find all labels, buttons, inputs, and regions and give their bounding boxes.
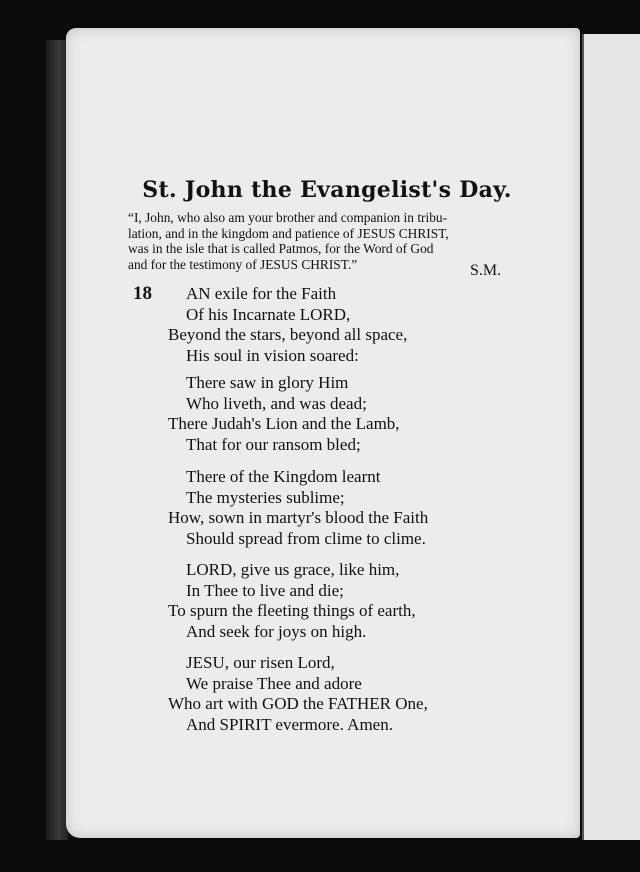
verse-line: Who art with GOD the FATHER One, <box>168 694 428 713</box>
adjacent-page-edge <box>582 34 640 840</box>
page-title: St. John the Evangelist's Day. <box>142 177 512 203</box>
verse-line: His soul in vision soared: <box>186 345 359 365</box>
stanza-5 <box>168 653 428 735</box>
meter-label: S.M. <box>470 262 502 279</box>
verse-line: In Thee to live and die; <box>186 580 344 600</box>
verse-line: We praise Thee and adore <box>186 673 362 693</box>
verse-line: JESU, our risen Lord, <box>186 653 335 672</box>
verse-line: Should spread from clime to clime. <box>186 528 426 548</box>
verse-line: How, sown in martyr's blood the Faith <box>168 508 429 527</box>
hymn-number: 18 <box>133 283 152 304</box>
stanza-2 <box>168 373 400 455</box>
verse-line: The mysteries sublime; <box>186 487 345 507</box>
epigraph <box>128 210 500 272</box>
stanza-3 <box>168 467 428 549</box>
epigraph-line: “I, John, who also am your brother and companion in tribu- <box>128 210 448 225</box>
stanza-4 <box>168 560 416 642</box>
verse-line: To spurn the fleeting things of earth, <box>168 601 416 620</box>
verse-line: Who liveth, and was dead; <box>186 393 367 413</box>
verse-line: That for our ransom bled; <box>186 434 361 454</box>
verse-line: There Judah's Lion and the Lamb, <box>168 414 400 433</box>
verse-line: And SPIRIT evermore. Amen. <box>186 714 393 734</box>
epigraph-line: and for the testimony of JESUS CHRIST.” <box>128 256 358 272</box>
epigraph-line: lation, and in the kingdom and patience of JESUS CHRIST, <box>128 225 449 241</box>
verse-line: AN exile for the Faith <box>186 284 337 303</box>
verse-line: There of the Kingdom learnt <box>186 467 381 486</box>
verse-line: And seek for joys on high. <box>186 621 367 641</box>
verse-line: LORD, give us grace, like him, <box>186 560 400 579</box>
verse-line: There saw in glory Him <box>186 373 349 392</box>
book-spine-shadow <box>46 40 68 840</box>
verse-line: Beyond the stars, beyond all space, <box>168 325 408 344</box>
stanza-1 <box>168 284 407 366</box>
epigraph-line: was in the isle that is called Patmos, for the Word of God <box>128 241 434 256</box>
verse-line: Of his Incarnate LORD, <box>186 304 351 324</box>
